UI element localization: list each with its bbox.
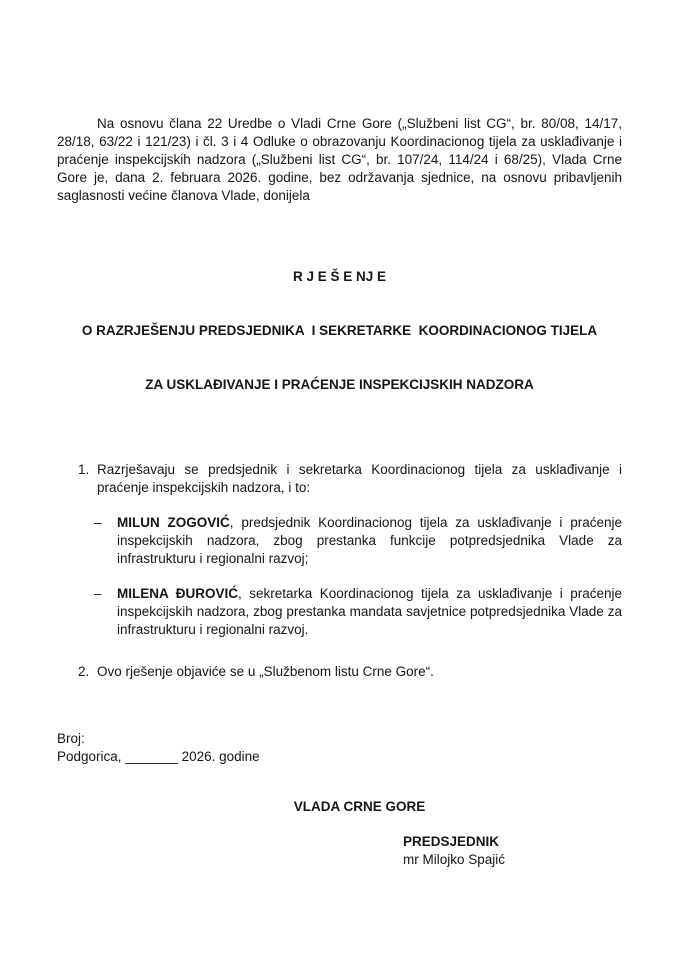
person-description-milun-zogovic: , predsjednik Koordinacionog tijela za usklađivanje i praćenje inspekcijskih nadzora, zbog prestanka funkcije potpredsjednika Vlade za infrastrukturu i regionalni razvoj;: [117, 515, 622, 566]
signature-block: [403, 833, 622, 869]
dash-bullet: –: [94, 586, 102, 601]
number-and-date-block: [57, 730, 622, 766]
place-date-line: Podgorica, _______ 2026. godine: [57, 749, 260, 764]
sub-item-milun-zogovic-text: [117, 514, 622, 568]
title-line-resolution: R J E Š E NJ E: [292, 269, 387, 284]
dash-bullet: –: [94, 515, 102, 530]
person-description-milena-durovic: , sekretarka Koordinacionog tijela za usklađivanje i praćenje inspekcijskih nadzora, zbog prestanka mandata savjetnice potpredsjednika Vlade za infrastrukturu i regionalni razvoj.: [117, 586, 622, 637]
list-item-2-text: Ovo rješenje objaviće se u „Službenom listu Crne Gore“.: [97, 664, 434, 679]
person-name-milun-zogovic: MILUN ZOGOVIĆ: [117, 515, 230, 530]
government-name: VLADA CRNE GORE: [293, 799, 426, 814]
signature-name: mr Milojko Spajić: [403, 852, 506, 867]
document-title: [57, 232, 622, 430]
intro-paragraph: Na osnovu člana 22 Uredbe o Vladi Crne Gore („Službeni list CG“, br. 80/08, 14/17, 28/18, 63/22 i 121/23) i čl. 3 i 4 Odluke o obrazovanju Koordinacionog tijela za usklađivanje i praćenje inspekcijskih nadzora („Službeni list CG“, br. 107/24, 114/24 i 68/25), Vlada Crne Gore je, dana 2. februara 2026. godine, bez održavanja sjednice, na osnovu pribavljenih saglasnosti većine članova Vlade, donijela: [57, 116, 622, 203]
document-number-label: Broj:: [57, 731, 85, 746]
list-item-2: [57, 663, 622, 681]
title-line-subject: O RAZRJEŠENJU PREDSJEDNIKA I SEKRETARKE KOORDINACIONOG TIJELA: [81, 323, 598, 338]
signature-title: PREDSJEDNIK: [403, 834, 500, 849]
list-item-2-number: 2.: [78, 664, 90, 679]
sub-item-milena-durovic: [57, 585, 622, 639]
list-item-1-number: 1.: [78, 462, 90, 477]
list-item-1: [57, 461, 622, 497]
sub-item-milena-durovic-text: [117, 585, 622, 639]
sub-item-milun-zogovic: [57, 514, 622, 568]
list-item-1-text: Razrješavaju se predsjednik i sekretarka Koordinacionog tijela za usklađivanje i praćenje inspekcijskih nadzora, i to:: [97, 462, 622, 495]
title-line-subject-2: ZA USKLAĐIVANJE I PRAĆENJE INSPEKCIJSKIH NADZORA: [145, 377, 534, 392]
person-name-milena-durovic: MILENA ĐUROVIĆ: [117, 586, 238, 601]
